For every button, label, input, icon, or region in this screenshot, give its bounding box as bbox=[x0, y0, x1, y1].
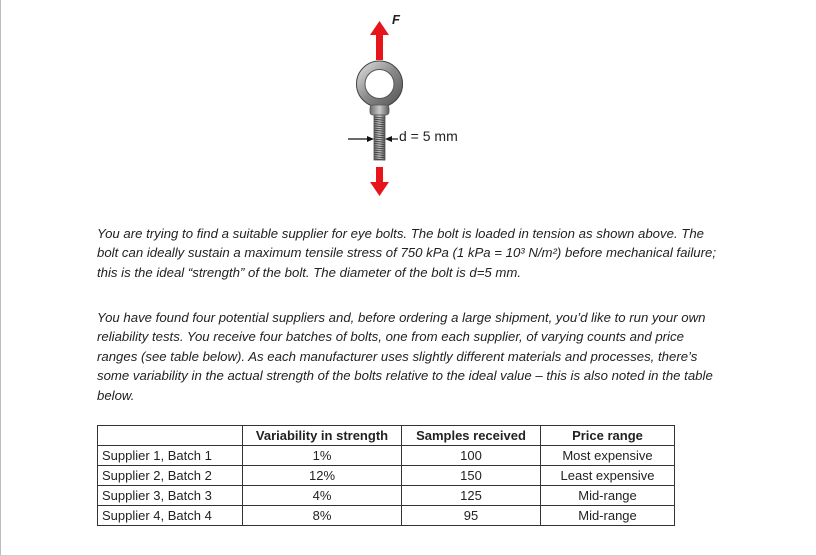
table-row bbox=[98, 486, 675, 506]
bolt-collar bbox=[370, 105, 389, 115]
problem-paragraph-2: You have found four potential suppliers and, before ordering a large shipment, you’d like to run your own reliability tests. You receive four batches of bolts, one from each supplier, of varying counts and price ranges (see table below). As each manufacturer uses slightly different materials and processes, there’s some variability in the actual strength of the bolts relative to the ideal value – this is also noted in the table below. bbox=[97, 310, 713, 403]
page-left-edge bbox=[0, 0, 1, 556]
header-variability: Variability in strength bbox=[243, 426, 402, 446]
cell-samples: 125 bbox=[402, 486, 541, 506]
force-label: F bbox=[392, 12, 400, 27]
cell-price: Least expensive bbox=[541, 466, 675, 486]
problem-paragraph-1: You are trying to find a suitable supplier for eye bolts. The bolt is loaded in tension as shown above. The bolt can ideally sustain a maximum tensile stress of 750 kPa (1 kPa = 10³ N/m²) before mechanical failure; this is the ideal “strength” of the bolt. The diameter of the bolt is d=5 mm. bbox=[97, 226, 716, 280]
cell-samples: 100 bbox=[402, 446, 541, 466]
cell-supplier: Supplier 2, Batch 2 bbox=[98, 466, 243, 486]
cell-supplier: Supplier 3, Batch 3 bbox=[98, 486, 243, 506]
cell-variability: 12% bbox=[243, 466, 402, 486]
cell-variability: 4% bbox=[243, 486, 402, 506]
force-arrow-up bbox=[370, 21, 389, 60]
cell-variability: 8% bbox=[243, 506, 402, 526]
cell-variability: 1% bbox=[243, 446, 402, 466]
table-row bbox=[98, 506, 675, 526]
diameter-label: d = 5 mm bbox=[399, 128, 458, 144]
cell-price: Mid-range bbox=[541, 506, 675, 526]
cell-price: Mid-range bbox=[541, 486, 675, 506]
cell-supplier: Supplier 1, Batch 1 bbox=[98, 446, 243, 466]
table-header-row bbox=[98, 426, 675, 446]
eye-ring bbox=[357, 61, 403, 107]
header-supplier bbox=[98, 426, 243, 446]
force-arrow-down bbox=[370, 167, 389, 196]
cell-samples: 150 bbox=[402, 466, 541, 486]
threaded-shank bbox=[374, 115, 385, 160]
cell-samples: 95 bbox=[402, 506, 541, 526]
cell-supplier: Supplier 4, Batch 4 bbox=[98, 506, 243, 526]
cell-price: Most expensive bbox=[541, 446, 675, 466]
eye-bolt-figure bbox=[330, 4, 530, 204]
diameter-arrow-left bbox=[348, 136, 374, 142]
header-price: Price range bbox=[541, 426, 675, 446]
header-samples: Samples received bbox=[402, 426, 541, 446]
table-row bbox=[98, 466, 675, 486]
table-row bbox=[98, 446, 675, 466]
supplier-table bbox=[97, 425, 675, 526]
diameter-arrow-right bbox=[385, 136, 398, 142]
